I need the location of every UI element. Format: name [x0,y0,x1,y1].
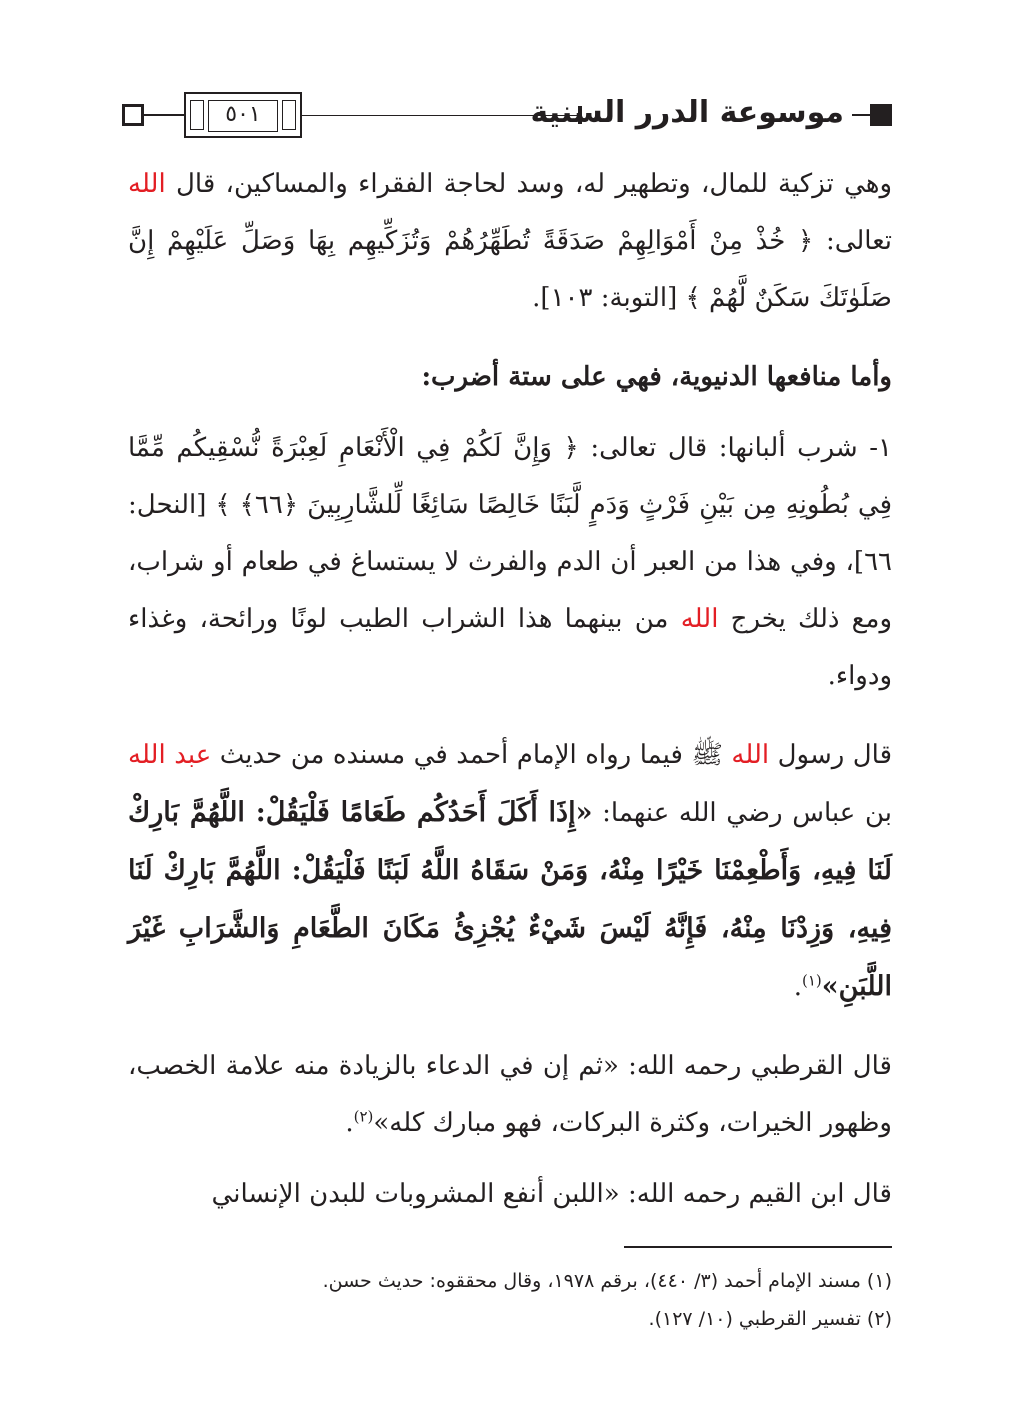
allah-name: الله [731,740,770,770]
salla-glyph: ﷺ [691,740,723,770]
item1-rest-a: [النحل: ٦٦]، وفي هذا من العبر أن الدم والفرث لا يستساغ في طعام أو شراب، ومع ذلك يخرج [128,490,893,634]
paragraph-hadith: قال رسول الله ﷺ فيما رواه الإمام أحمد في مسنده من حديث عبد الله بن عباس رضي الله عنهما: «إِذَا أَكَلَ أَحَدُكُم طَعَامًا فَلْيَقُلْ: اللَّهُمَّ بَارِكْ لَنَا فِيهِ، وَأَطْعِمْنَا خَيْرًا مِنْهُ، وَمَنْ سَقَاهُ اللَّهُ لَبَنًا فَلْيَقُلْ: اللَّهُمَّ بَارِكْ لَنَا فِيهِ، وَزِدْنَا مِنْهُ، فَإِنَّهُ لَيْسَ شَيْءٌ يُجْزِئُ مَكَانَ الطَّعَامِ وَالشَّرَابِ غَيْرَ اللَّبَنِ»$^{(١)}$. [128,740,893,1002]
page-number: ٥٠١ [208,100,278,132]
qurtubi-quote: قال القرطبي رحمه الله: «ثم إن في الدعاء بالزيادة منه علامة الخصب، وظهور الخيرات، وكثرة البركات، فهو مبارك كله» [128,1051,892,1138]
quran-verse-nahl: ﴿ وَإِنَّ لَكُمْ فِي الْأَنْعَامِ لَعِبْرَةً نُّسْقِيكُم مِّمَّا فِي بُطُونِهِ مِن بَيْنِ فَرْثٍ وَدَمٍ لَّبَنًا خَالِصًا سَائِغًا لِّلشَّارِبِينَ ﴿٦٦﴾ ﴾ [128,433,893,520]
paragraph-intro [128,156,892,327]
item1-rest-b: من بينهما هذا الشراب الطيب لونًا ورائحة، وغذاء ودواء. [128,604,892,691]
footnote-2: (٢) تفسير القرطبي (١٠/ ١٢٧). [648,1308,892,1330]
verse-reference-tawbah: [التوبة: ١٠٣]. [532,283,678,313]
hadith-intro-b: فيما رواه الإمام أحمد في مسنده من حديث [219,740,683,770]
section-heading: وأما منافعها الدنيوية، فهي على ستة أضرب: [421,362,892,392]
footnote-1: (١) مسند الإمام أحمد (٣/ ٤٤٠)، برقم ١٩٧٨، وقال محققوه: حديث حسن. [322,1270,892,1292]
paragraph-ibn-qayyim [128,1166,892,1223]
intro-line: وهي تزكية للمال، وتطهير له، وسد لحاجة الفقراء والمساكين، [225,169,893,199]
footnote-marker-2[interactable]: (٢) [353,1107,374,1126]
item1-lead: ١- شرب ألبانها: قال تعالى: [590,433,893,463]
header-end-square-left [122,104,144,126]
footnote-separator [624,1246,892,1248]
header-rule-right [852,114,872,116]
series-title-text: موسوعة الدرر السنية [530,95,844,130]
paragraph-item-1 [128,420,892,705]
header-end-square-right [870,104,892,126]
header-rule-left [144,114,184,116]
page-number-box [184,92,302,138]
intro-qala: قال [176,169,216,199]
allah-name: الله [128,169,166,199]
hadith-text: «إِذَا أَكَلَ أَحَدُكُم طَعَامًا فَلْيَقُلْ: اللَّهُمَّ بَارِكْ لَنَا فِيهِ، وَأَطْعِمْنَا خَيْرًا مِنْهُ، وَمَنْ سَقَاهُ اللَّهُ لَبَنًا فَلْيَقُلْ: اللَّهُمَّ بَارِكْ لَنَا فِيهِ، وَزِدْنَا مِنْهُ، فَإِنَّهُ لَيْسَ شَيْءٌ يُجْزِئُ مَكَانَ الطَّعَامِ وَالشَّرَابِ غَيْرَ اللَّبَنِ» [128,797,892,1002]
footnotes [128,1262,892,1338]
main-text [128,156,892,1223]
hadith-intro-c: بن عباس رضي الله عنهما: [602,798,893,828]
series-title [531,88,844,138]
paragraph-qurtubi: قال القرطبي رحمه الله: «ثم إن في الدعاء بالزيادة منه علامة الخصب، وظهور الخيرات، وكثرة البركات، فهو مبارك كله»$^{(٢)}$. [128,1051,892,1138]
quran-verse-tawbah: ﴿ خُذْ مِنْ أَمْوَالِهِمْ صَدَقَةً تُطَهِّرُهُمْ وَتُزَكِّيهِم بِهَا وَصَلِّ عَلَيْهِمْ إِنَّ صَلَوٰتَكَ سَكَنٌ لَّهُمْ ﴾ [128,226,892,313]
hadith-intro-a: قال رسول [777,740,893,770]
intro-taala: تعالى: [825,226,892,256]
narrator-name: عبد الله [128,740,212,770]
allah-name: الله [680,604,719,634]
page-header [122,84,892,146]
footnote-marker-1[interactable]: (١) [801,971,822,990]
ibn-qayyim-quote: قال ابن القيم رحمه الله: «اللبن أنفع المشروبات للبدن الإنساني [211,1179,892,1209]
